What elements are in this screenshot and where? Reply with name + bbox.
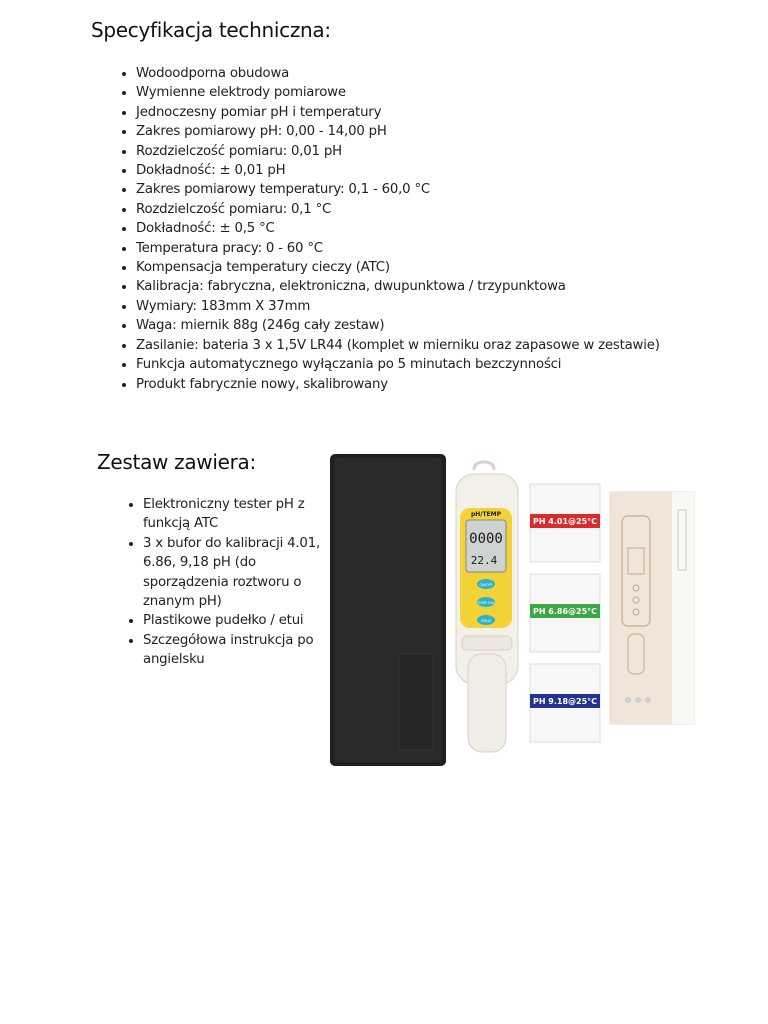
meter-ph-reading: 0000 (469, 531, 503, 547)
spec-item: • Rozdzielczość pomiaru: 0,01 pH (136, 142, 660, 161)
spec-item: • Wodoodporna obudowa (136, 64, 660, 83)
set-list (119, 495, 333, 670)
svg-text:PH 6.86@25°C: PH 6.86@25°C (532, 607, 598, 616)
set-item: • Elektroniczny tester pH z funkcją ATC (143, 495, 333, 534)
set-item: • 3 x bufor do kalibracji 4.01, 6.86, 9,18 pH (do sporządzenia roztworu o znanym pH) (143, 534, 333, 612)
set-item: • Szczegółowa instrukcja po angielsku (143, 631, 333, 670)
spec-item: • Kompensacja temperatury cieczy (ATC) (136, 258, 660, 277)
buffer-sachet-401 (530, 484, 600, 562)
spec-item: • Dokładność: ± 0,01 pH (136, 161, 660, 180)
product-box (610, 492, 694, 724)
set-item: • Plastikowe pudełko / etui (143, 611, 333, 630)
svg-text:PH 9.18@25°C: PH 9.18@25°C (532, 697, 598, 706)
spec-item: • Funkcja automatycznego wyłączania po 5 minutach bezczynności (136, 355, 660, 374)
buffer-sachet-686 (530, 574, 600, 652)
ph-meter (456, 462, 518, 752)
spec-heading: Specyfikacja techniczna: (91, 18, 331, 42)
spec-item: • Dokładność: ± 0,5 °C (136, 219, 660, 238)
spec-item: • Rozdzielczość pomiaru: 0,1 °C (136, 200, 660, 219)
meter-label: pH/TEMP (470, 511, 502, 518)
svg-text:PH 4.01@25°C: PH 4.01@25°C (532, 517, 598, 526)
spec-item: • Temperatura pracy: 0 - 60 °C (136, 239, 660, 258)
spec-item: • Waga: miernik 88g (246g cały zestaw) (136, 316, 660, 335)
meter-button-hold: HOLD (480, 619, 492, 623)
spec-item: • Jednoczesny pomiar pH i temperatury (136, 103, 660, 122)
meter-temp-reading: 22.4 (470, 554, 498, 567)
product-photo (322, 450, 698, 770)
spec-item: • Wymiary: 183mm X 37mm (136, 297, 660, 316)
set-heading: Zestaw zawiera: (97, 450, 256, 474)
spec-item: • Zakres pomiarowy temperatury: 0,1 - 60,0 °C (136, 180, 660, 199)
buffer-sachet-918 (530, 664, 600, 742)
storage-case (330, 454, 446, 766)
spec-list (112, 64, 660, 394)
meter-button-on-off: ON/OFF (479, 583, 493, 587)
spec-item: • Zakres pomiarowy pH: 0,00 - 14,00 pH (136, 122, 660, 141)
meter-button-temp-cal: TEMP CAL (477, 601, 495, 605)
spec-item: • Kalibracja: fabryczna, elektroniczna, dwupunktowa / trzypunktowa (136, 277, 660, 296)
spec-item: • Wymienne elektrody pomiarowe (136, 83, 660, 102)
spec-item: • Zasilanie: bateria 3 x 1,5V LR44 (komplet w mierniku oraz zapasowe w zestawie) (136, 336, 660, 355)
spec-item: • Produkt fabrycznie nowy, skalibrowany (136, 375, 660, 394)
